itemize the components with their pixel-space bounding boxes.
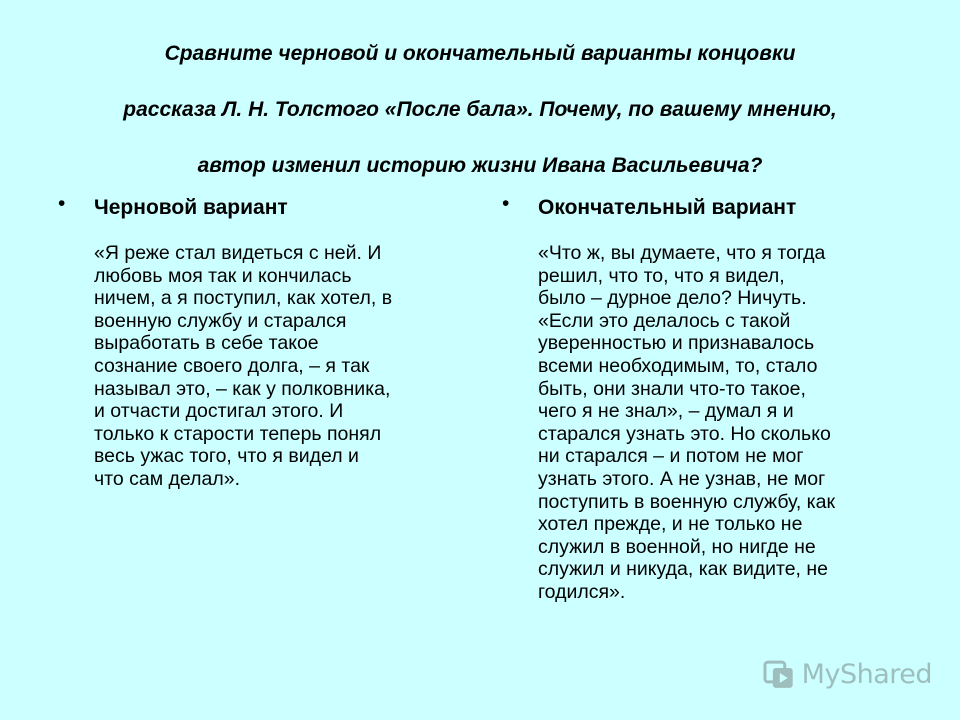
- title-line-2: рассказа Л. Н. Толстого «После бала». Почему, по вашему мнению,: [123, 98, 837, 121]
- final-version-heading: Окончательный вариант: [538, 196, 797, 219]
- watermark: [762, 654, 932, 694]
- draft-version-text: «Я реже стал видеться с ней. И любовь моя так и кончилась ничем, а я поступил, как хотел, в военную службу и старался выработать в себе такое сознание своего долга, – я так называл это, – как у полковника, и отчасти достигал этого. И только к старости теперь понял весь ужас того, что я видел и что сам делал».: [94, 242, 393, 490]
- final-version-text: «Что ж, вы думаете, что я тогда решил, что то, что я видел, было – дурное дело? Ничуть. «Если это делалось с такой уверенностью и признавалось всеми необходимым, то, стало быть, они знали что-то такое, чего я не знал», – думал я и старался узнать это. Но сколько ни старался – и потом не мог узнать этого. А не узнав, не мог поступить в военную службу, как хотел прежде, и не только не служил в военной, но нигде не служил и никуда, как видите, не годился».: [538, 242, 836, 603]
- draft-version-heading: Черновой вариант: [94, 196, 288, 219]
- bullet-icon: •: [502, 192, 510, 215]
- bullet-icon: •: [58, 192, 66, 215]
- draft-version-column: [58, 192, 458, 491]
- title-line-3: автор изменил историю жизни Ивана Васильевича?: [197, 154, 763, 177]
- watermark-text: MyShared: [801, 658, 932, 690]
- title-line-1: Сравните черновой и окончательный варианты концовки: [164, 42, 796, 65]
- final-version-column: [502, 192, 902, 604]
- slide-title: [40, 26, 920, 194]
- myshared-logo-icon: [762, 657, 796, 691]
